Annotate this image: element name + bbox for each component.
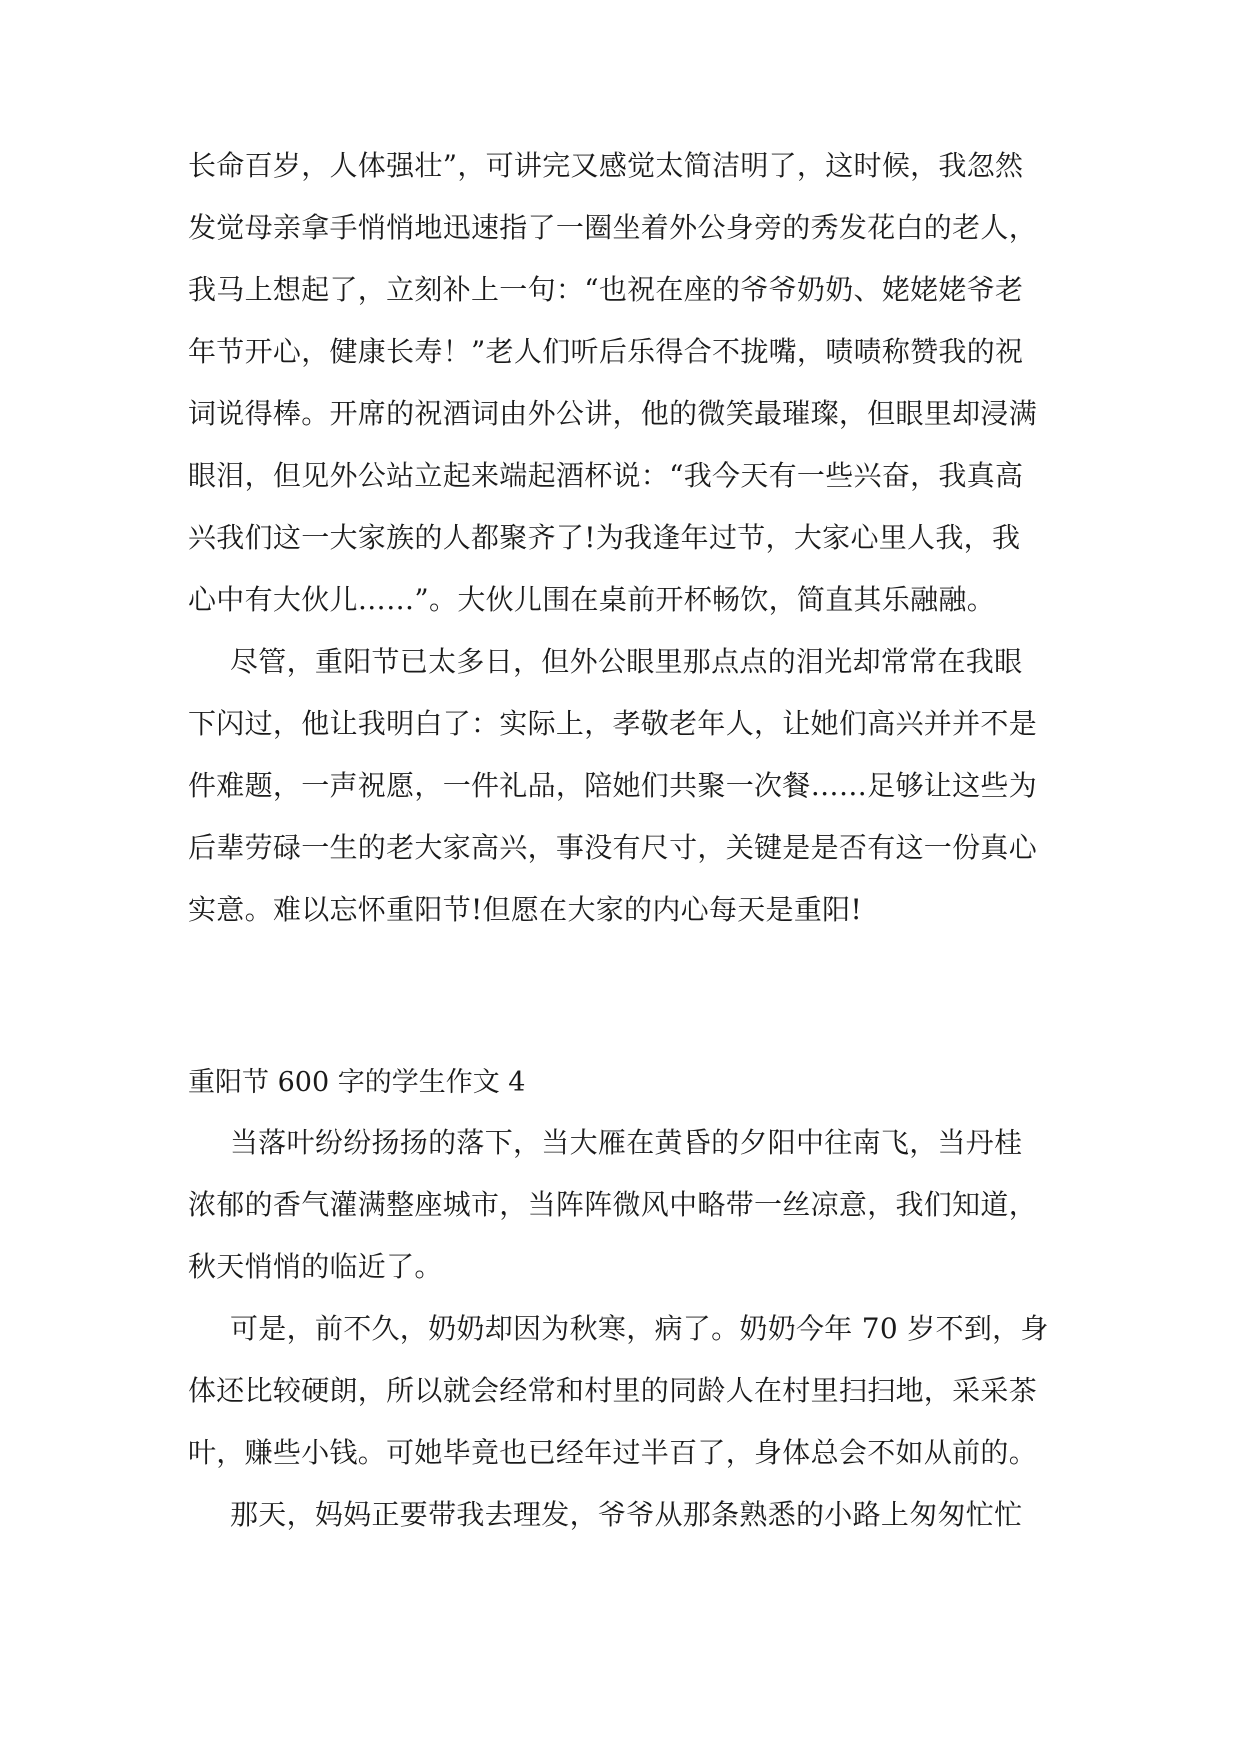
section-2-body	[188, 1112, 1058, 1546]
text-line: 浓郁的香气灌满整座城市，当阵阵微风中略带一丝凉意，我们知道，	[188, 1188, 1038, 1221]
text-line: 体还比较硬朗，所以就会经常和村里的同龄人在村里扫扫地，采采茶	[188, 1374, 1038, 1407]
text-line: 尽管，重阳节已太多日，但外公眼里那点点的泪光却常常在我眼	[230, 645, 1023, 678]
paragraph	[188, 1484, 1058, 1546]
paragraph	[188, 631, 1058, 941]
text-line: 眼泪，但见外公站立起来端起酒杯说：“我今天有一些兴奋，我真高	[188, 459, 1024, 492]
text-line: 我马上想起了，立刻补上一句：“也祝在座的爷爷奶奶、姥姥姥爷老	[188, 273, 1024, 306]
text-line: 长命百岁，人体强壮”，可讲完又感觉太简洁明了，这时候，我忽然	[188, 149, 1024, 182]
section-1-body	[188, 135, 1058, 941]
text-line: 实意。难以忘怀重阳节!但愿在大家的内心每天是重阳!	[188, 893, 863, 926]
text-line: 词说得棒。开席的祝酒词由外公讲，他的微笑最璀璨，但眼里却浸满	[188, 397, 1038, 430]
text-line: 发觉母亲拿手悄悄地迅速指了一圈坐着外公身旁的秀发花白的老人，	[188, 211, 1038, 244]
text-line: 下闪过，他让我明白了：实际上，孝敬老年人，让她们高兴并并不是	[188, 707, 1038, 740]
text-line: 兴我们这一大家族的人都聚齐了!为我逢年过节，大家心里人我，我	[188, 521, 1021, 554]
text-line: 件难题，一声祝愿，一件礼品，陪她们共聚一次餐……足够让这些为	[188, 769, 1038, 802]
paragraph	[188, 1112, 1058, 1298]
text-line: 秋天悄悄的临近了。	[188, 1250, 443, 1283]
text-line: 那天，妈妈正要带我去理发，爷爷从那条熟悉的小路上匆匆忙忙	[230, 1498, 1023, 1531]
paragraph	[188, 135, 1058, 631]
paragraph	[188, 1298, 1058, 1484]
text-line: 年节开心，健康长寿！”老人们听后乐得合不拢嘴，啧啧称赞我的祝	[188, 335, 1024, 368]
text-line: 当落叶纷纷扬扬的落下，当大雁在黄昏的夕阳中往南飞，当丹桂	[230, 1126, 1023, 1159]
text-line: 可是，前不久，奶奶却因为秋寒，病了。奶奶今年 70 岁不到，身	[230, 1312, 1049, 1345]
text-line: 后辈劳碌一生的老大家高兴，事没有尺寸，关键是是否有这一份真心	[188, 831, 1038, 864]
text-line: 心中有大伙儿……”。大伙儿围在桌前开杯畅饮，简直其乐融融。	[188, 583, 996, 616]
text-line: 叶，赚些小钱。可她毕竟也已经年过半百了，身体总会不如从前的。	[188, 1436, 1038, 1469]
section-heading: 重阳节 600 字的学生作文 4	[188, 1067, 526, 1098]
